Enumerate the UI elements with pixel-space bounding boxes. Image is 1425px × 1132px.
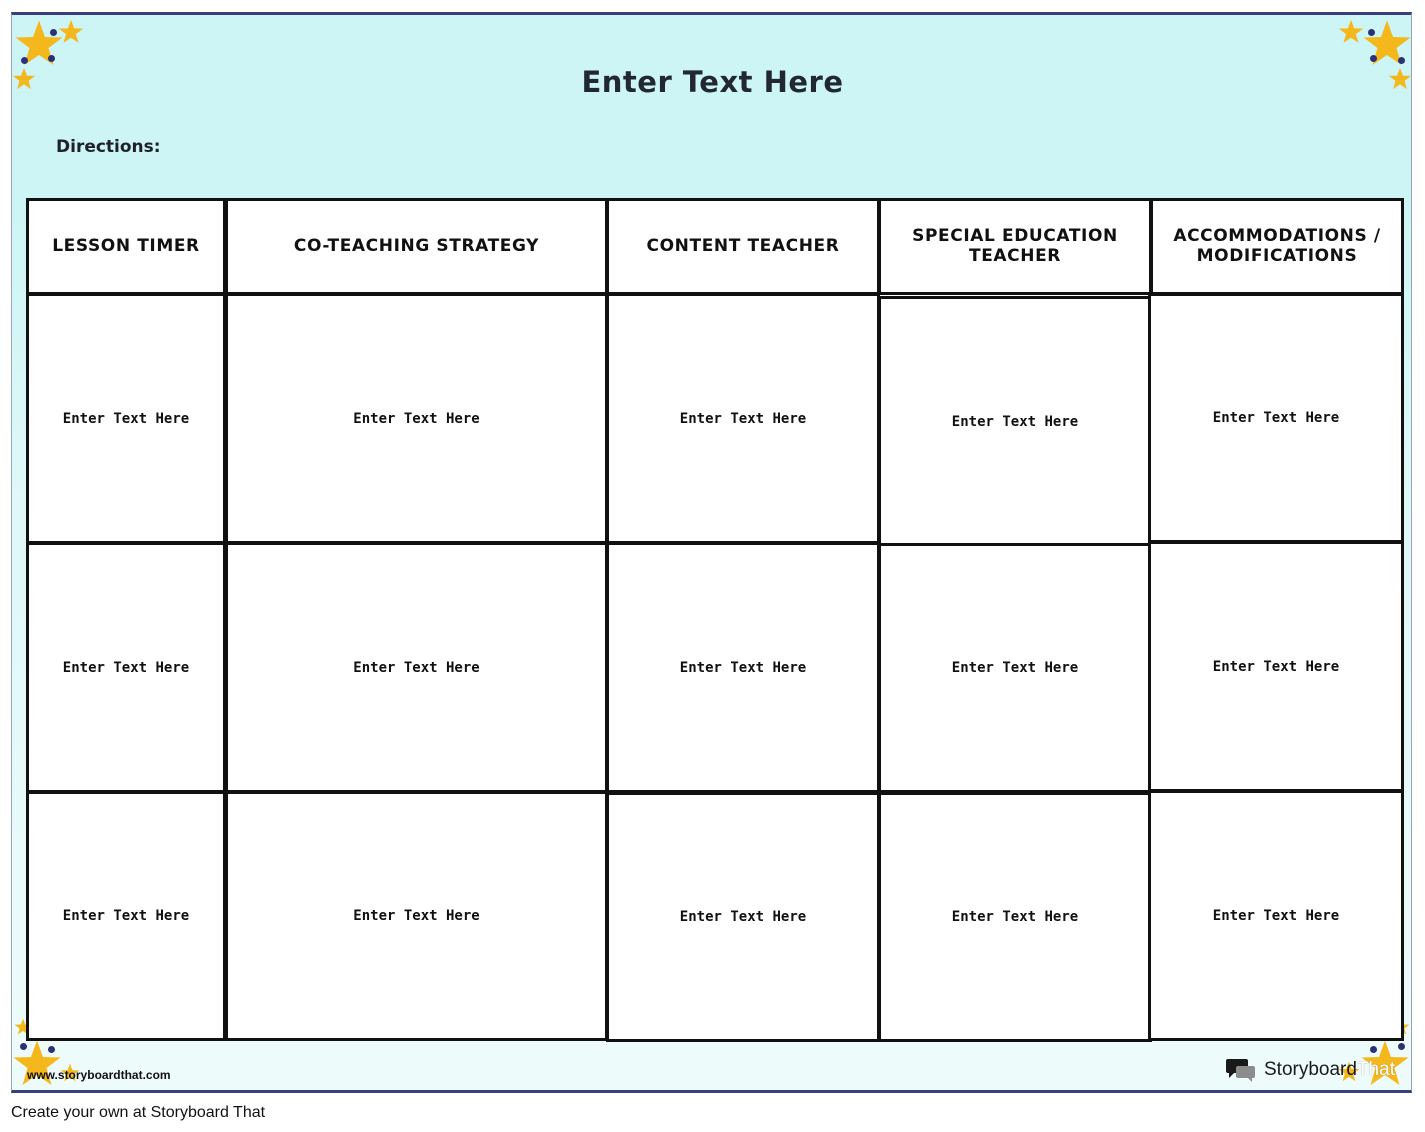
dot-decoration xyxy=(1370,55,1377,62)
cell-r1-co-teaching-strategy[interactable]: Enter Text Here xyxy=(225,293,608,544)
logo-word-that: That xyxy=(1356,1059,1395,1080)
cell-r2-special-education-teacher[interactable]: Enter Text Here xyxy=(878,543,1152,793)
cell-r2-content-teacher[interactable]: Enter Text Here xyxy=(606,542,880,793)
dot-decoration xyxy=(50,29,57,36)
storyboardthat-logo[interactable] xyxy=(1226,1057,1395,1083)
website-url: www.storyboardthat.com xyxy=(27,1068,171,1082)
cell-r3-content-teacher[interactable]: Enter Text Here xyxy=(606,792,880,1042)
logo-word-storyboard: Storyboard xyxy=(1264,1059,1357,1080)
dot-decoration xyxy=(48,55,55,62)
speech-bubble-logo-icon xyxy=(1226,1057,1256,1083)
header-co-teaching-strategy: CO-TEACHING STRATEGY xyxy=(225,198,608,295)
cell-r1-accommodations-modifications[interactable]: Enter Text Here xyxy=(1148,293,1404,543)
dot-decoration xyxy=(20,1043,27,1050)
cell-r3-special-education-teacher[interactable]: Enter Text Here xyxy=(878,792,1152,1042)
header-special-education-teacher: SPECIAL EDUCATION TEACHER xyxy=(878,198,1152,295)
logo-wordmark xyxy=(1264,1059,1395,1081)
worksheet-title[interactable]: Enter Text Here xyxy=(581,65,844,99)
cell-r2-accommodations-modifications[interactable]: Enter Text Here xyxy=(1148,541,1404,792)
dot-decoration xyxy=(21,57,28,64)
dot-decoration xyxy=(1398,1043,1405,1050)
worksheet xyxy=(11,12,1412,1093)
directions-label: Directions: xyxy=(56,137,161,157)
dot-decoration xyxy=(1370,1046,1377,1053)
cell-r3-co-teaching-strategy[interactable]: Enter Text Here xyxy=(225,791,608,1041)
cell-r1-content-teacher[interactable]: Enter Text Here xyxy=(606,293,880,544)
create-your-own-link[interactable]: Create your own at Storyboard That xyxy=(11,1104,266,1121)
star-icon xyxy=(58,19,84,45)
planning-table xyxy=(26,198,1404,1041)
cell-r2-lesson-timer[interactable]: Enter Text Here xyxy=(26,542,226,793)
cell-r3-lesson-timer[interactable]: Enter Text Here xyxy=(26,791,226,1041)
header-lesson-timer: LESSON TIMER xyxy=(26,198,226,295)
dot-decoration xyxy=(1368,29,1375,36)
star-icon xyxy=(1338,19,1364,45)
cell-r1-lesson-timer[interactable]: Enter Text Here xyxy=(26,293,226,544)
cell-r2-co-teaching-strategy[interactable]: Enter Text Here xyxy=(225,542,608,793)
header-content-teacher: CONTENT TEACHER xyxy=(606,198,880,295)
cell-r3-accommodations-modifications[interactable]: Enter Text Here xyxy=(1148,790,1404,1041)
header-accommodations-modifications: ACCOMMODATIONS / MODIFICATIONS xyxy=(1150,198,1404,295)
dot-decoration xyxy=(48,1046,55,1053)
cell-r1-special-education-teacher[interactable]: Enter Text Here xyxy=(878,296,1152,547)
dot-decoration xyxy=(1398,57,1405,64)
